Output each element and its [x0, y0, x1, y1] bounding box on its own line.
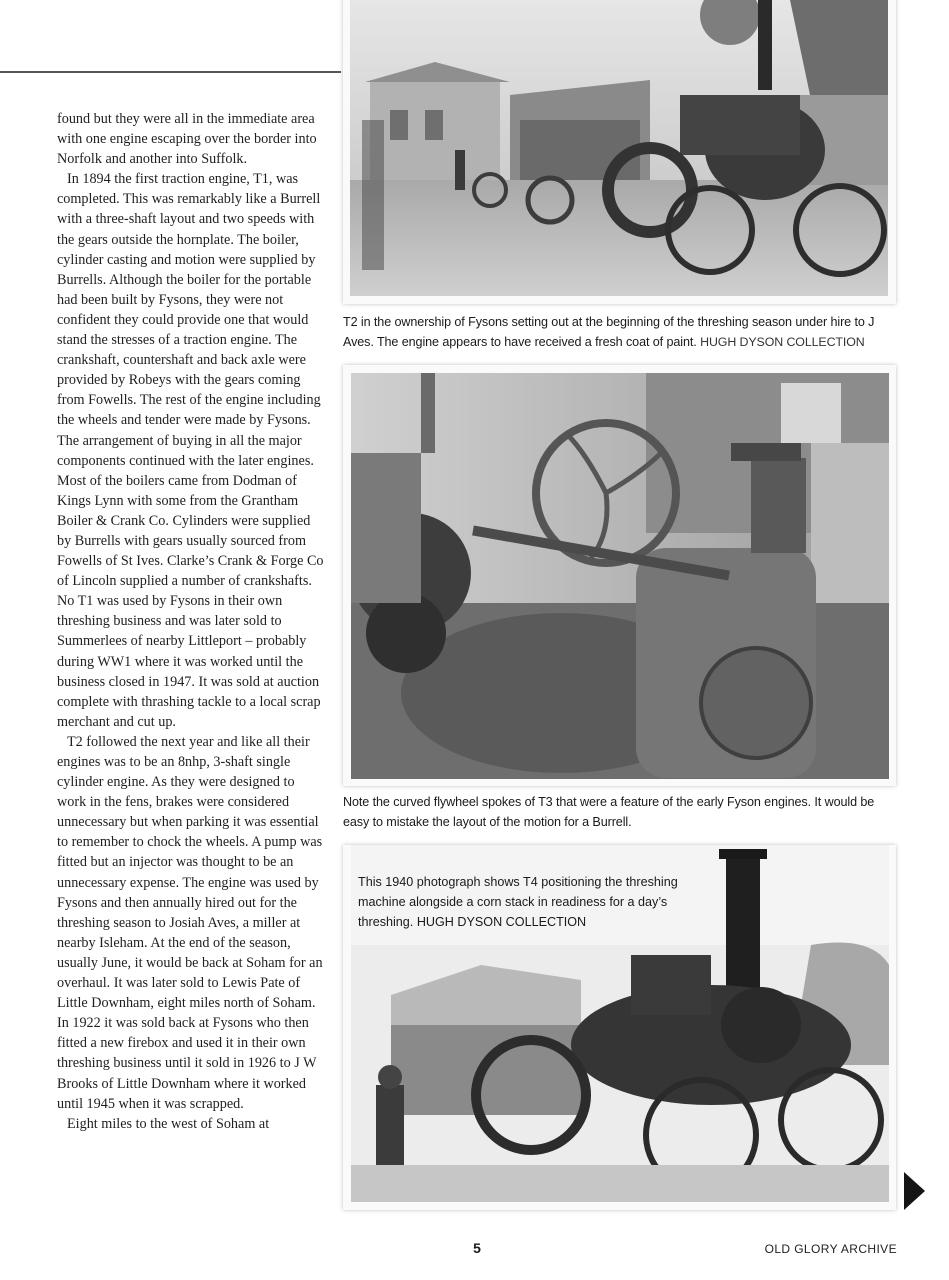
- photo-t3-motion: [343, 365, 896, 786]
- caption-text: Note the curved flywheel spokes of T3 that were a feature of the early Fyson engines. It would be easy to mistake the layout of the motion for a Burrell.: [343, 795, 875, 829]
- photo-credit: HUGH DYSON COLLECTION: [416, 915, 587, 929]
- caption-text: This 1940 photograph shows T4 positioning the threshing machine alongside a corn stack in readiness for a day’s threshing.: [358, 875, 678, 929]
- article-paragraph: Eight miles to the west of Soham at: [67, 1115, 270, 1132]
- photo-t2-road: [343, 0, 896, 304]
- header-rule: [0, 71, 341, 73]
- article-paragraph: found but they were all in the immediate area with one engine escaping over the border into Norfolk and another into Suffolk.: [57, 111, 317, 168]
- page-number: 5: [473, 1240, 481, 1256]
- caption-text: T2 in the ownership of Fysons setting out at the beginning of the threshing season under hire to J Aves. The engine appears to have received a fresh coat of paint.: [343, 315, 875, 349]
- photo-t2-caption: [343, 312, 898, 352]
- photo-t3-image: [351, 373, 889, 779]
- publication-name: OLD GLORY ARCHIVE: [764, 1242, 897, 1256]
- photo-t2-image: [350, 0, 888, 296]
- article-paragraph: In 1894 the first traction engine, T1, was completed. This was remarkably like a Burrell with a three-shaft layout and two speeds with the gears outside the hornplate. The boiler, cylinder casting and motion were supplied by Burrells. Although the boiler for the portable had been built by Fysons, they were not confident they could provide one that would stand the stresses of a traction engine. The crankshaft, countershaft and back axle were provided by Robeys with the gears coming from Fowells. The rest of the engine including the wheels and tender were made by Fysons. The arrangement of buying in all the major components continued with the later engines. Most of the boilers came from Dodman of Kings Lynn with some from the Grantham Boiler & Crank Co. Cylinders were supplied by Burrells with gears usually sourced from Fowells of St Ives. Clarke’s Crank & Forge Co of Lincoln supplied a number of crankshafts. No T1 was used by Fysons in their own threshing business and was later sold to Summerlees of nearby Littleport – probably during WW1 where it was worked until the business closed in 1947. It was sold at auction complete with thrashing tackle to a local scrap merchant and cut up.: [57, 171, 324, 730]
- photo-credit: HUGH DYSON COLLECTION: [700, 335, 865, 349]
- article-body: [57, 109, 325, 1134]
- photo-t3-caption: [343, 792, 898, 832]
- next-page-arrow-icon[interactable]: [904, 1172, 925, 1210]
- article-paragraph: T2 followed the next year and like all their engines was to be an 8nhp, 3-shaft single cylinder engine. As they were designed to work in the fens, brakes were considered unnecessary but when parking it was essential to remember to chock the wheels. A pump was fitted but an injector was thought to be an unnecessary expense. The engine was used by Fysons and then annually hired out for the threshing season to Josiah Aves, a miller at nearby Isleham. At the end of the season, usually June, it would be back at Soham for an overhaul. It was later sold to Lewis Pate of Little Downham, eight miles north of Soham. In 1922 it was sold back at Fysons who then fitted a new firebox and used it in their own threshing business until it sold in 1926 to J W Brooks of Little Downham where it worked until 1945 when it was scrapped.: [57, 733, 323, 1112]
- photo-t4-caption: [358, 872, 688, 932]
